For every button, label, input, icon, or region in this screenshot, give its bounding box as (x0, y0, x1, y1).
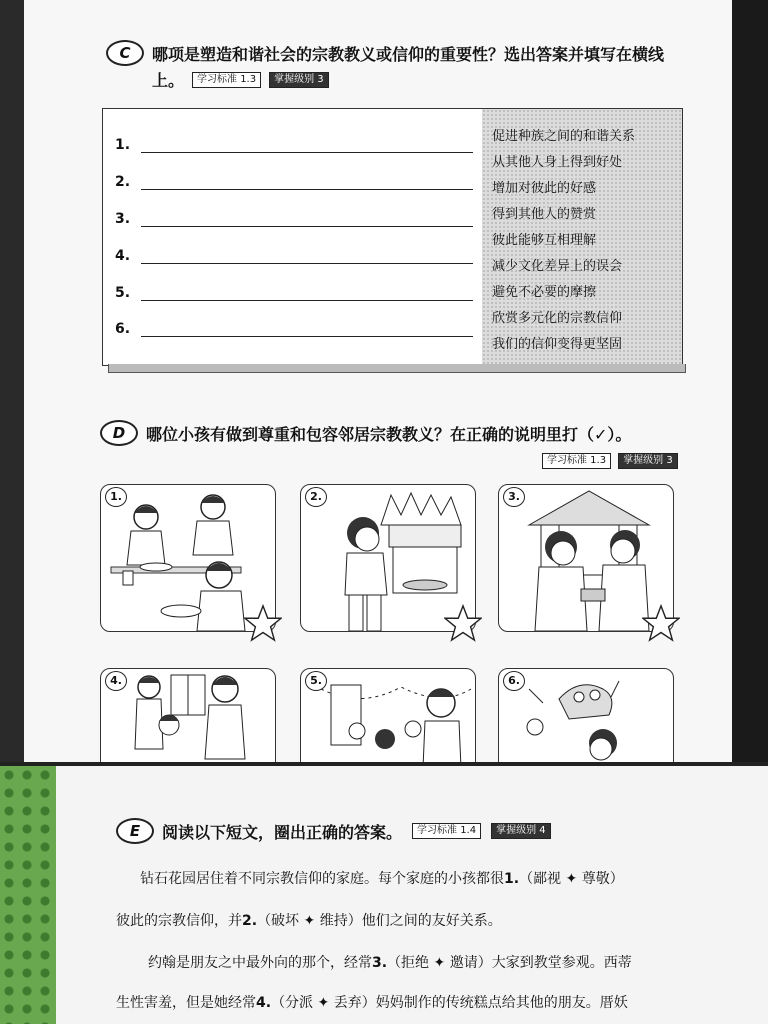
option-item: 我们的信仰变得更坚固 (492, 337, 623, 352)
blank-number: 2. (242, 913, 258, 929)
learning-standard-tag: 学习标准 1.4 (412, 823, 481, 839)
book-binding (0, 0, 24, 766)
answer-number: 1. (115, 137, 131, 153)
learning-standard-tag: 学习标准 1.3 (542, 453, 611, 469)
passage-line-2 (116, 910, 502, 930)
passage-line-4 (116, 992, 628, 1012)
answer-book (102, 108, 682, 364)
choice-options[interactable]: （拒绝 ✦ 邀请）大家到教堂参观。西蒂 (387, 955, 632, 971)
passage-line-3 (148, 952, 632, 972)
learning-standard-tag: 学习标准 1.3 (192, 72, 261, 88)
answer-line[interactable] (141, 286, 473, 301)
star-checkbox-1[interactable] (244, 604, 282, 642)
option-item: 从其他人身上得到好处 (492, 155, 623, 170)
picture-panel-5 (300, 668, 476, 766)
choice-options[interactable]: （鄙视 ✦ 尊敬） (519, 871, 624, 887)
section-d-tags (540, 450, 678, 469)
section-d-header (100, 420, 720, 446)
answer-line[interactable] (141, 212, 473, 227)
section-e-badge: E (116, 818, 154, 844)
children-greeting-illustration (101, 669, 275, 766)
answer-row[interactable] (115, 321, 473, 337)
festival-gathering-illustration (301, 669, 475, 766)
option-item: 减少文化差异上的误会 (492, 259, 623, 274)
section-c-question-cont: 上。 (152, 71, 185, 90)
answer-number: 3. (115, 211, 131, 227)
passage-line-1 (140, 868, 624, 888)
star-checkbox-2[interactable] (444, 604, 482, 642)
section-e-heading: 阅读以下短文，圈出正确的答案。 (162, 822, 403, 842)
star-checkbox-3[interactable] (642, 604, 680, 642)
answer-row[interactable] (115, 137, 473, 153)
answer-number: 5. (115, 285, 131, 301)
workbook-page-bottom (56, 766, 768, 1024)
answer-row[interactable] (115, 285, 473, 301)
answer-line[interactable] (141, 322, 473, 337)
choice-options[interactable]: （分派 ✦ 丢弃）妈妈制作的传统糕点给其他的朋友。厝妖 (271, 995, 628, 1011)
answer-number: 2. (115, 174, 131, 190)
panel-number: 1. (105, 487, 127, 507)
answer-row[interactable] (115, 211, 473, 227)
passage-text: 彼此的宗教信仰，并 (116, 913, 242, 929)
section-e-header (116, 818, 551, 844)
answer-number: 4. (115, 248, 131, 264)
lion-dance-illustration (499, 669, 673, 766)
picture-panel-4 (100, 668, 276, 766)
answer-row[interactable] (115, 174, 473, 190)
panel-number: 4. (105, 671, 127, 691)
section-d-badge: D (100, 420, 138, 446)
section-d-question: 哪位小孩有做到尊重和包容邻居宗教教义？在正确的说明里打（✓）。 (146, 424, 632, 444)
passage-text: 钻石花园居住着不同宗教信仰的家庭。每个家庭的小孩都很 (140, 871, 504, 887)
mastery-level-tag: 掌握级别 3 (269, 72, 329, 88)
choice-options[interactable]: （破坏 ✦ 维持）他们之间的友好关系。 (257, 913, 502, 929)
section-c-header (106, 40, 706, 91)
mastery-level-tag: 掌握级别 3 (618, 453, 678, 469)
blank-number: 3. (372, 955, 388, 971)
panel-number: 3. (503, 487, 525, 507)
option-item: 欣赏多元化的宗教信仰 (492, 311, 623, 326)
workbook-page-top (24, 0, 732, 766)
option-item: 得到其他人的赞赏 (492, 207, 597, 222)
answer-line[interactable] (141, 249, 473, 264)
panel-number: 2. (305, 487, 327, 507)
green-dotted-cover (0, 766, 56, 1024)
section-c-badge: C (106, 40, 144, 66)
mastery-level-tag: 掌握级别 4 (491, 823, 551, 839)
blank-number: 4. (256, 995, 272, 1011)
option-item: 避免不必要的摩擦 (492, 285, 597, 300)
answer-line[interactable] (141, 175, 473, 190)
answer-page (102, 108, 484, 366)
option-item: 彼此能够互相理解 (492, 233, 597, 248)
option-item: 增加对彼此的好感 (492, 181, 597, 196)
answer-line[interactable] (141, 138, 473, 153)
blank-number: 1. (504, 871, 520, 887)
section-c-question: 哪项是塑造和谐社会的宗教教义或信仰的重要性？选出答案并填写在横线 (152, 44, 665, 64)
picture-panel-6 (498, 668, 674, 766)
panel-number: 5. (305, 671, 327, 691)
book-page-edge (108, 364, 686, 373)
passage-text: 生性害羞，但是她经常 (116, 995, 256, 1011)
option-item: 促进种族之间的和谐关系 (492, 129, 636, 144)
options-page (482, 108, 683, 366)
passage-text: 约翰是朋友之中最外向的那个，经常 (148, 955, 372, 971)
answer-number: 6. (115, 321, 131, 337)
panel-number: 6. (503, 671, 525, 691)
answer-row[interactable] (115, 248, 473, 264)
